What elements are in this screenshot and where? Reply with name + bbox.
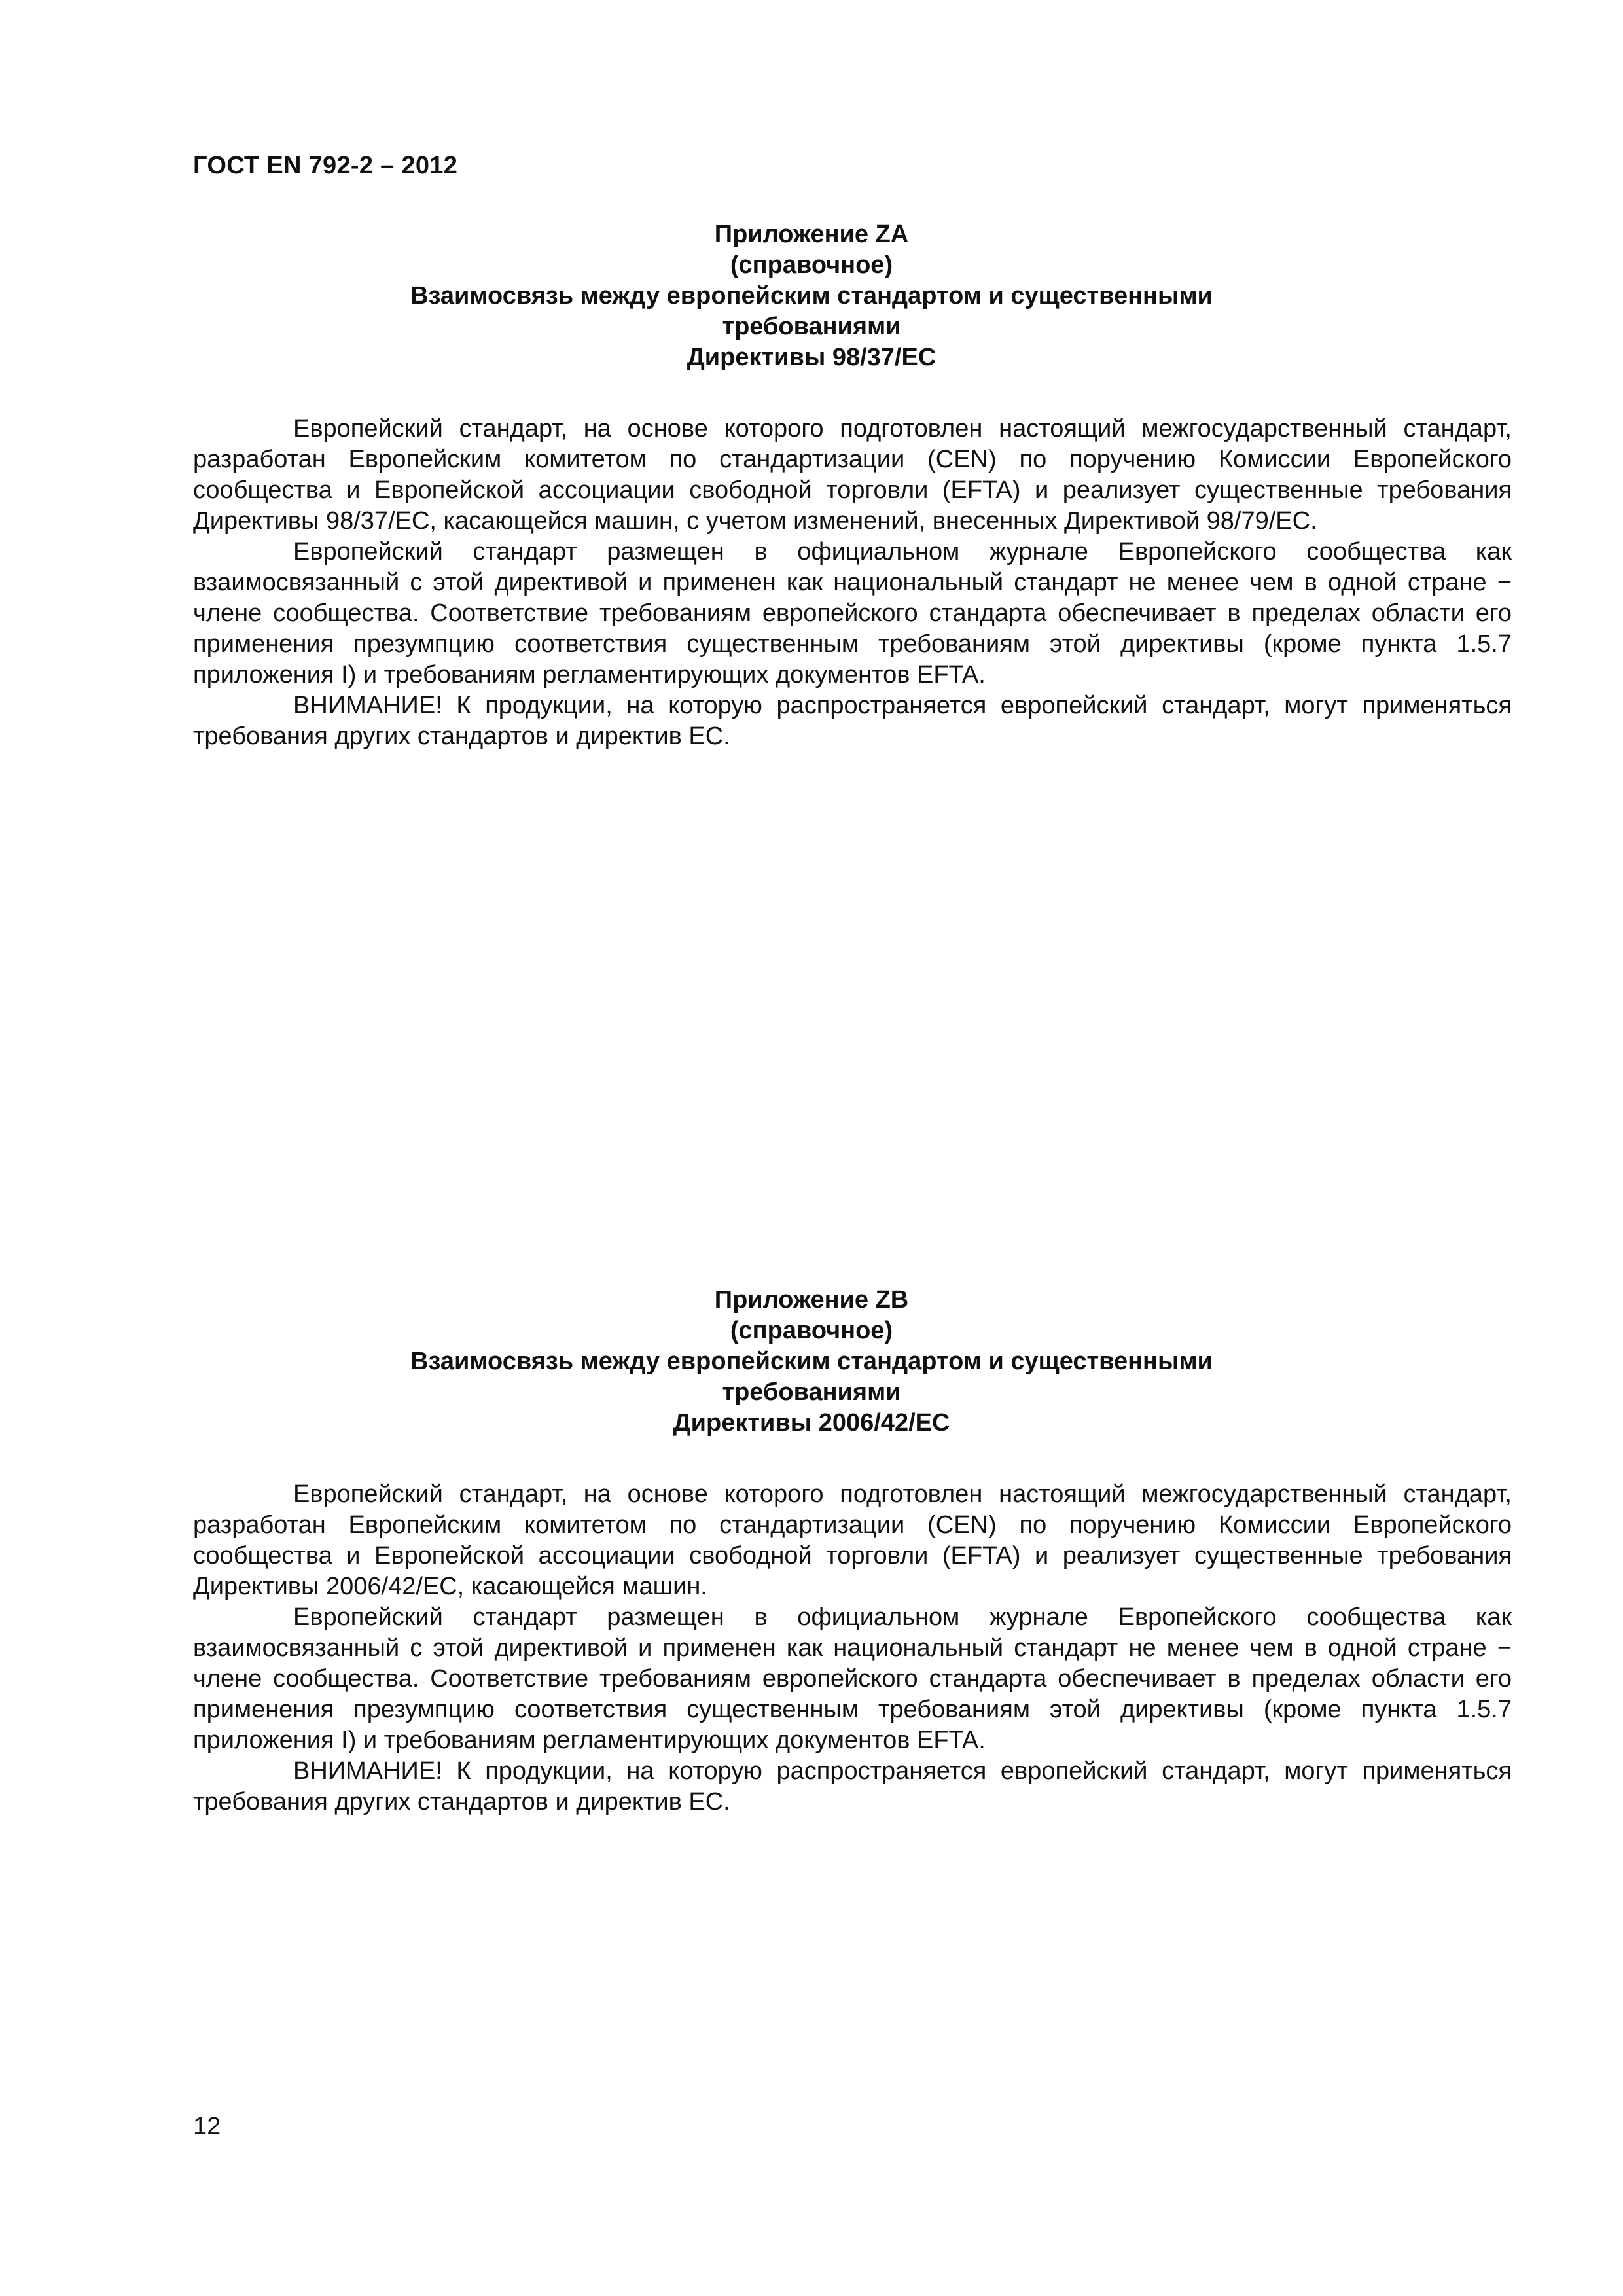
annex-zb-body [193,1479,1512,1818]
annex-zb-paragraph: Европейский стандарт, на основе которого подготовлен настоящий межгосударственный стандарт, разработан Европейским комитетом по стандартизации (CEN) по поручению Комиссии Европейского сообщества и Европейской ассоциации свободной торговли (EFTA) и реализует существенные требования Директивы 2006/42/ЕС, касающейся машин. [193,1480,1512,1600]
annex-za-heading-line1: Взаимосвязь между европейским стандартом и существенными [410,282,1213,310]
annex-za-heading-line2: требованиями [722,313,901,340]
annex-zb-heading-line3: Директивы 2006/42/ЕС [673,1409,950,1437]
annex-za-body [193,414,1512,752]
document-code: ГОСТ EN 792-2 – 2012 [193,152,458,179]
annex-za-paragraph: Европейский стандарт, на основе которого подготовлен настоящий межгосударственный стандарт, разработан Европейским комитетом по стандартизации (CEN) по поручению Комиссии Европейского сообщества и Европейской ассоциации свободной торговли (EFTA) и реализует существенные требования Директивы 98/37/ЕС, касающейся машин, с учетом изменений, внесенных Директивой 98/79/ЕС. [193,415,1512,535]
annex-za-heading-line3: Директивы 98/37/ЕС [687,344,936,371]
annex-za-title: Приложение ZA [714,221,909,248]
annex-za-paragraph: ВНИМАНИЕ! К продукции, на которую распространяется европейский стандарт, могут применяться требования других стандартов и директив ЕС. [193,692,1512,750]
annex-zb-heading-line2: требованиями [722,1378,901,1406]
annex-za-paragraph: Европейский стандарт размещен в официальном журнале Европейского сообщества как взаимосвязанный с этой директивой и применен как национальный стандарт не менее чем в одной стране − члене сообщества. Соответствие требованиям европейского стандарта обеспечивает в пределах области его применения презумпцию соответствия существенным требованиям этой директивы (кроме пункта 1.5.7 приложения I) и требованиям регламентирующих документов EFTA. [193,538,1512,689]
annex-zb-paragraph: Европейский стандарт размещен в официальном журнале Европейского сообщества как взаимосвязанный с этой директивой и применен как национальный стандарт не менее чем в одной стране − члене сообщества. Соответствие требованиям европейского стандарта обеспечивает в пределах области его применения презумпцию соответствия существенным требованиям этой директивы (кроме пункта 1.5.7 приложения I) и требованиям регламентирующих документов EFTA. [193,1604,1512,1754]
annex-zb-title: Приложение ZB [714,1286,909,1314]
annex-za-subtitle: (справочное) [730,251,893,279]
annex-zb-heading [0,1285,1623,1439]
page-number: 12 [193,2113,221,2140]
annex-zb-subtitle: (справочное) [730,1317,893,1344]
annex-zb-paragraph: ВНИМАНИЕ! К продукции, на которую распространяется европейский стандарт, могут применяться требования других стандартов и директив ЕС. [193,1757,1512,1816]
annex-zb-heading-line1: Взаимосвязь между европейским стандартом и существенными [410,1348,1213,1375]
annex-za-heading [0,219,1623,373]
